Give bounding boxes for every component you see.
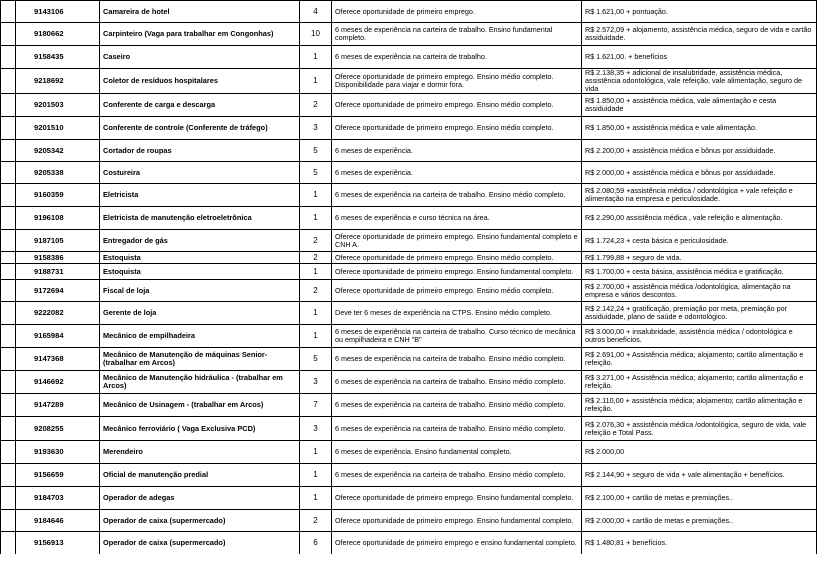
job-occupation: Conferente de controle (Conferente de tráfego) xyxy=(100,117,300,140)
row-margin-cell xyxy=(1,94,16,117)
job-occupation: Mecânico de Manutenção de máquinas Senior- (trabalhar em Arcos) xyxy=(100,348,300,371)
job-requirements: Oferece oportunidade de primeiro emprego. Ensino fundamental completo. xyxy=(332,487,582,510)
row-margin-cell xyxy=(1,302,16,325)
row-margin-cell xyxy=(1,1,16,23)
row-margin-cell xyxy=(1,69,16,94)
job-vacancies: 3 xyxy=(300,417,332,441)
job-requirements: Oferece oportunidade de primeiro emprego e ensino fundamental completo. xyxy=(332,532,582,554)
job-code: 9156659 xyxy=(16,464,100,487)
job-code: 9147289 xyxy=(16,394,100,417)
table-row xyxy=(1,140,817,162)
job-vacancies: 5 xyxy=(300,162,332,184)
job-code: 9172694 xyxy=(16,280,100,302)
table-row xyxy=(1,252,817,264)
table-row xyxy=(1,302,817,325)
job-requirements: Oferece oportunidade de primeiro emprego. xyxy=(332,1,582,23)
job-code: 9187105 xyxy=(16,230,100,252)
row-margin-cell xyxy=(1,371,16,394)
row-margin-cell xyxy=(1,510,16,532)
job-requirements: 6 meses de experiência na carteira de trabalho. Ensino médio completo. xyxy=(332,417,582,441)
job-occupation: Eletricista de manutenção eletroeletrônica xyxy=(100,207,300,230)
job-occupation: Operador de caixa (supermercado) xyxy=(100,510,300,532)
job-occupation: Conferente de carga e descarga xyxy=(100,94,300,117)
row-margin-cell xyxy=(1,394,16,417)
table-row xyxy=(1,117,817,140)
job-vacancies: 3 xyxy=(300,117,332,140)
job-vacancies: 1 xyxy=(300,69,332,94)
row-margin-cell xyxy=(1,252,16,264)
job-code: 9218692 xyxy=(16,69,100,94)
job-salary: R$ 2.138,35 + adicional de insalubridade, assistência médica, assistência odontológica, vale refeição, vale alimentação, seguro de vida xyxy=(582,69,817,94)
job-occupation: Mecânico de empilhadeira xyxy=(100,325,300,348)
row-margin-cell xyxy=(1,487,16,510)
job-vacancies: 1 xyxy=(300,302,332,325)
job-occupation: Mecânico de Usinagem - (trabalhar em Arcos) xyxy=(100,394,300,417)
job-salary: R$ 2.000,00 + cartão de metas e premiações.. xyxy=(582,510,817,532)
job-occupation: Mecânico de Manutenção hidráulica - (trabalhar em Arcos) xyxy=(100,371,300,394)
job-vacancies: 7 xyxy=(300,394,332,417)
job-occupation: Eletricista xyxy=(100,184,300,207)
job-salary: R$ 2.200,00 + assistência médica e bônus por assiduidade. xyxy=(582,140,817,162)
job-occupation: Gerente de loja xyxy=(100,302,300,325)
job-occupation: Operador de adegas xyxy=(100,487,300,510)
job-occupation: Camareira de hotel xyxy=(100,1,300,23)
row-margin-cell xyxy=(1,117,16,140)
job-salary: R$ 3.000,00 + insalubridade, assistência médica / odontológica e outros benefícios. xyxy=(582,325,817,348)
job-occupation: Fiscal de loja xyxy=(100,280,300,302)
job-code: 9180662 xyxy=(16,23,100,46)
job-requirements: Oferece oportunidade de primeiro emprego. Ensino médio completo. Disponibilidade para viajar e dormir fora. xyxy=(332,69,582,94)
job-code: 9196108 xyxy=(16,207,100,230)
job-vacancies: 1 xyxy=(300,487,332,510)
job-code: 9158435 xyxy=(16,46,100,69)
job-vacancies: 4 xyxy=(300,1,332,23)
job-vacancies: 2 xyxy=(300,94,332,117)
job-salary: R$ 1.850,00 + assistência médica e vale alimentação. xyxy=(582,117,817,140)
table-row xyxy=(1,184,817,207)
job-requirements: 6 meses de experiência na carteira de trabalho. Curso técnico de mecânica ou empilhadeira e CNH "B" xyxy=(332,325,582,348)
table-row xyxy=(1,1,817,23)
job-occupation: Operador de caixa (supermercado) xyxy=(100,532,300,554)
job-code: 9201503 xyxy=(16,94,100,117)
job-salary: R$ 1.799,88 + seguro de vida. xyxy=(582,252,817,264)
job-occupation: Mecânico ferroviário ( Vaga Exclusiva PCD) xyxy=(100,417,300,441)
job-requirements: 6 meses de experiência e curso técnica na área. xyxy=(332,207,582,230)
job-salary: R$ 2.100,00 + cartão de metas e premiações.. xyxy=(582,487,817,510)
table-row xyxy=(1,264,817,280)
job-vacancies: 1 xyxy=(300,207,332,230)
job-code: 9193630 xyxy=(16,441,100,464)
job-salary: R$ 3.271,00 + Assistência médica; alojamento; cartão alimentação e refeição. xyxy=(582,371,817,394)
row-margin-cell xyxy=(1,464,16,487)
job-code: 9165984 xyxy=(16,325,100,348)
job-occupation: Costureira xyxy=(100,162,300,184)
job-code: 9147368 xyxy=(16,348,100,371)
table-row xyxy=(1,162,817,184)
job-salary: R$ 1.621,00 + pontuação. xyxy=(582,1,817,23)
job-salary: R$ 2.080,59 +assistência médica / odontológica + vale refeição e alimentação na empresa e periculosidade. xyxy=(582,184,817,207)
table-row xyxy=(1,510,817,532)
job-requirements: Oferece oportunidade de primeiro emprego. Ensino médio completo. xyxy=(332,280,582,302)
job-occupation: Caseiro xyxy=(100,46,300,69)
job-vacancies: 10 xyxy=(300,23,332,46)
row-margin-cell xyxy=(1,325,16,348)
job-salary: R$ 1.621,00. + benefícios xyxy=(582,46,817,69)
job-requirements: 6 meses de experiência. xyxy=(332,162,582,184)
job-salary: R$ 2.000,00 xyxy=(582,441,817,464)
row-margin-cell xyxy=(1,441,16,464)
job-occupation: Oficial de manutenção predial xyxy=(100,464,300,487)
job-salary: R$ 2.572,09 + alojamento, assistência médica, seguro de vida e cartão assiduidade. xyxy=(582,23,817,46)
job-salary: R$ 1.700,00 + cesta básica, assistência médica e gratificação. xyxy=(582,264,817,280)
table-row xyxy=(1,487,817,510)
job-salary: R$ 2.144,90 + seguro de vida + vale alimentação + benefícios. xyxy=(582,464,817,487)
job-requirements: Oferece oportunidade de primeiro emprego. Ensino fundamental completo e CNH A. xyxy=(332,230,582,252)
job-occupation: Coletor de resíduos hospitalares xyxy=(100,69,300,94)
job-code: 9205342 xyxy=(16,140,100,162)
job-code: 9143106 xyxy=(16,1,100,23)
job-salary: R$ 1.850,00 + assistência médica, vale alimentação e cesta assiduidade xyxy=(582,94,817,117)
job-vacancies: 2 xyxy=(300,280,332,302)
job-vacancies: 1 xyxy=(300,184,332,207)
job-requirements: 6 meses de experiência. Ensino fundamental completo. xyxy=(332,441,582,464)
row-margin-cell xyxy=(1,417,16,441)
job-requirements: Oferece oportunidade de primeiro emprego. Ensino médio completo. xyxy=(332,94,582,117)
table-row xyxy=(1,371,817,394)
row-margin-cell xyxy=(1,264,16,280)
job-code: 9184646 xyxy=(16,510,100,532)
table-row xyxy=(1,464,817,487)
job-salary: R$ 2.110,00 + assistência médica; alojamento; cartão alimentação e refeição. xyxy=(582,394,817,417)
row-margin-cell xyxy=(1,23,16,46)
job-vacancies: 3 xyxy=(300,371,332,394)
table-row xyxy=(1,23,817,46)
job-requirements: 6 meses de experiência na carteira de trabalho. Ensino médio completo. xyxy=(332,464,582,487)
job-salary: R$ 2.076,30 + assistência médica /odontológica, seguro de vida, vale refeição e Total Pass. xyxy=(582,417,817,441)
job-code: 9156913 xyxy=(16,532,100,554)
job-code: 9184703 xyxy=(16,487,100,510)
job-occupation: Estoquista xyxy=(100,252,300,264)
table-row xyxy=(1,348,817,371)
row-margin-cell xyxy=(1,230,16,252)
table-row xyxy=(1,441,817,464)
job-vacancies: 1 xyxy=(300,264,332,280)
job-code: 9222082 xyxy=(16,302,100,325)
job-requirements: Oferece oportunidade de primeiro emprego. Ensino fundamental completo. xyxy=(332,264,582,280)
table-row xyxy=(1,532,817,554)
row-margin-cell xyxy=(1,280,16,302)
job-vacancies: 6 xyxy=(300,532,332,554)
table-row xyxy=(1,280,817,302)
job-vacancies: 1 xyxy=(300,325,332,348)
row-margin-cell xyxy=(1,207,16,230)
job-requirements: 6 meses de experiência na carteira de trabalho. xyxy=(332,46,582,69)
job-requirements: 6 meses de experiência. xyxy=(332,140,582,162)
job-occupation: Entregador de gás xyxy=(100,230,300,252)
table-row xyxy=(1,394,817,417)
job-salary: R$ 1.480,81 + benefícios. xyxy=(582,532,817,554)
job-vacancies: 5 xyxy=(300,348,332,371)
job-code: 9158386 xyxy=(16,252,100,264)
table-row xyxy=(1,94,817,117)
table-row xyxy=(1,325,817,348)
job-salary: R$ 2.000,00 + assistência médica e bônus por assiduidade. xyxy=(582,162,817,184)
table-row xyxy=(1,207,817,230)
job-occupation: Cortador de roupas xyxy=(100,140,300,162)
job-requirements: Oferece oportunidade de primeiro emprego. Ensino médio completo. xyxy=(332,252,582,264)
job-vacancies: 1 xyxy=(300,464,332,487)
job-salary: R$ 2.691,00 + Assistência médica; alojamento; cartão alimentação e refeição. xyxy=(582,348,817,371)
job-salary: R$ 1.724,23 + cesta básica e periculosidade. xyxy=(582,230,817,252)
job-vacancies: 1 xyxy=(300,46,332,69)
job-salary: R$ 2.700,00 + assistência médica /odontológica, alimentação na empresa e vários descontos. xyxy=(582,280,817,302)
job-requirements: 6 meses de experiência na carteira de trabalho. Ensino médio completo. xyxy=(332,394,582,417)
job-vacancies: 2 xyxy=(300,510,332,532)
job-requirements: 6 meses de experiência na carteira de trabalho. Ensino médio completo. xyxy=(332,371,582,394)
row-margin-cell xyxy=(1,348,16,371)
job-requirements: 6 meses de experiência na carteira de trabalho. Ensino médio completo. xyxy=(332,184,582,207)
job-salary: R$ 2.142,24 + gratificação, premiação por meta, premiação por assiduidade, plano de saúde e odontológico. xyxy=(582,302,817,325)
row-margin-cell xyxy=(1,140,16,162)
table-row xyxy=(1,69,817,94)
row-margin-cell xyxy=(1,46,16,69)
job-occupation: Estoquista xyxy=(100,264,300,280)
job-code: 9208255 xyxy=(16,417,100,441)
table-row xyxy=(1,417,817,441)
job-code: 9188731 xyxy=(16,264,100,280)
table-row xyxy=(1,46,817,69)
job-occupation: Merendeiro xyxy=(100,441,300,464)
row-margin-cell xyxy=(1,162,16,184)
table-row xyxy=(1,230,817,252)
job-vacancies: 2 xyxy=(300,252,332,264)
row-margin-cell xyxy=(1,532,16,554)
job-code: 9160359 xyxy=(16,184,100,207)
row-margin-cell xyxy=(1,184,16,207)
job-requirements: Oferece oportunidade de primeiro emprego. Ensino fundamental completo. xyxy=(332,510,582,532)
job-occupation: Carpinteiro (Vaga para trabalhar em Congonhas) xyxy=(100,23,300,46)
job-requirements: Deve ter 6 meses de experiência na CTPS. Ensino médio completo. xyxy=(332,302,582,325)
job-code: 9201510 xyxy=(16,117,100,140)
job-vacancies: 1 xyxy=(300,441,332,464)
job-vacancies: 5 xyxy=(300,140,332,162)
job-table-body xyxy=(1,1,817,554)
job-code: 9205338 xyxy=(16,162,100,184)
job-requirements: 6 meses de experiência na carteira de trabalho. Ensino fundamental completo. xyxy=(332,23,582,46)
job-requirements: 6 meses de experiência na carteira de trabalho. Ensino médio completo. xyxy=(332,348,582,371)
job-salary: R$ 2.290,00 assistência médica , vale refeição e alimentação. xyxy=(582,207,817,230)
job-code: 9146692 xyxy=(16,371,100,394)
job-vacancies: 2 xyxy=(300,230,332,252)
job-requirements: Oferece oportunidade de primeiro emprego. Ensino médio completo. xyxy=(332,117,582,140)
